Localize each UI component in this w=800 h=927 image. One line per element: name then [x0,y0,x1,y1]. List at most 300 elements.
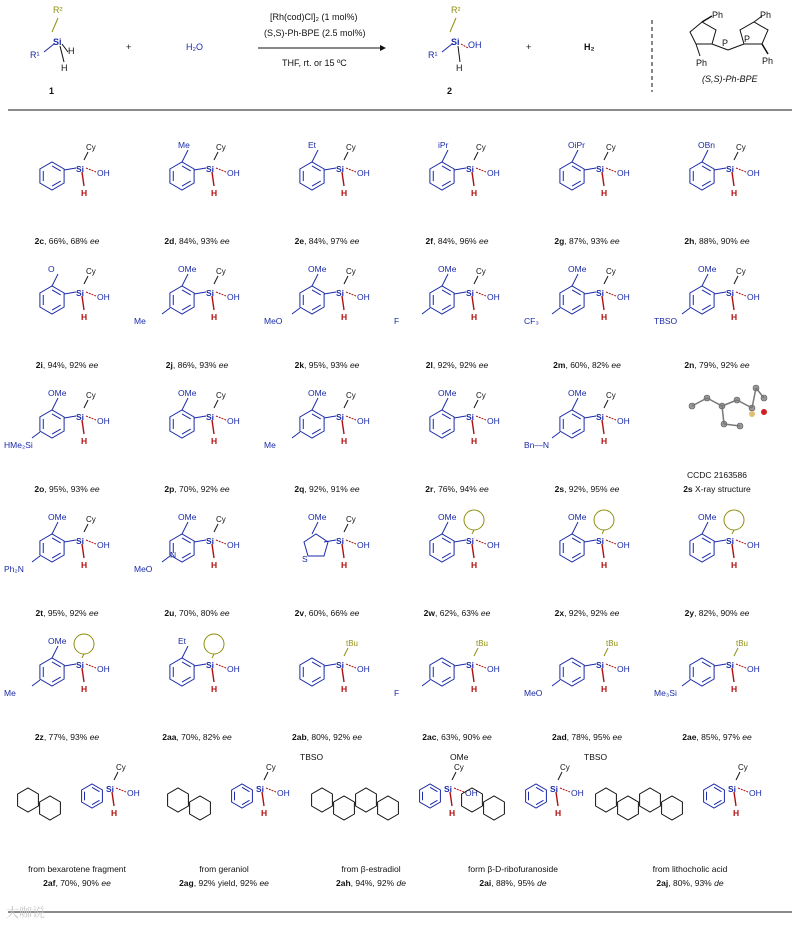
compound-label: 2j, 86%, 93% ee [165,360,229,370]
compound-id: 2n [684,360,695,370]
structure-drawing [2,118,132,218]
si-atom-16: Si [596,412,605,422]
pyridine-n-19: N [170,550,177,560]
structure-drawing [2,738,152,848]
protecting-group-2: TBSO [300,752,324,762]
compound-2l [392,242,522,370]
yield-value: 80% [672,878,690,888]
compound-id: 2y [684,608,695,618]
selectivity-value: 63% [461,608,479,618]
compound-2ai [446,738,584,888]
h-atom-1: H [211,188,218,198]
compound-id: 2c [34,236,45,246]
si-atom-3: Si [466,164,475,174]
compound-2e [262,118,392,246]
compound-2s [522,366,652,494]
compound-2z [2,614,132,742]
compound-2ag [152,738,296,888]
ortho-substituent-13: OMe [178,388,197,398]
plus-sign-2: + [526,42,532,52]
product-r2-label: R² [451,5,461,15]
thiophene-s-20: S [302,554,308,564]
ortho-substituent-9: OMe [438,264,457,274]
ortho-substituent-25: Et [178,636,187,646]
xray-caption: X-ray structure [692,484,751,494]
compound-id: 2ad [552,732,567,742]
compound-label: 2d, 84%, 93% ee [164,236,230,246]
yield-value: 60% [570,360,588,370]
oh-group-12: OH [97,416,110,426]
compound-2j [132,242,262,370]
selectivity-unit: ee [352,732,362,742]
selectivity-unit: ee [220,484,230,494]
compound-2u [132,490,262,618]
yield-value: 66% [48,236,66,246]
r-group-16: Cy [606,391,616,400]
r-group-5: Cy [736,143,746,152]
r-group-2: Cy [346,143,356,152]
oh-group-13: OH [227,416,240,426]
fused-ring [356,788,377,812]
compound-2w [392,490,522,618]
compound-label: 2r, 76%, 94% ee [425,484,489,494]
selectivity-value: 93% [694,878,712,888]
selectivity-value: 97% [722,732,740,742]
selectivity-value: 95% [590,484,608,494]
ring-substituent-10: CF₃ [524,316,539,326]
compound-id: 2f [425,236,434,246]
compound-2c [2,118,132,246]
r-group-20: Cy [346,515,356,524]
compound-label: 2ae, 85%, 97% ee [682,732,752,742]
structure-drawing [2,242,132,342]
compound-2m [522,242,652,370]
cycloalkyl-ring-25 [204,634,224,654]
h-atom-11: H [731,312,738,322]
compound-2h [652,118,782,246]
fused-ring [18,788,39,812]
compound-id: 2j [165,360,173,370]
natural-source: from β-estradiol [341,864,401,874]
yield-value: 88% [699,236,717,246]
natural-source: form β-D-ribofuranoside [468,864,558,874]
compound-label: 2p, 70%, 92% ee [164,484,230,494]
compound-2y [652,490,782,618]
ligand-ph-3: Ph [696,58,708,68]
selectivity-value: 92% [69,360,87,370]
oh-group-20: OH [357,540,370,550]
r2-label: R² [53,5,63,15]
compound-label: 2s, 92%, 95% ee [554,484,620,494]
structure-drawing [262,490,392,590]
si-atom-12: Si [76,412,85,422]
compound-label: 2z, 77%, 93% ee [34,732,100,742]
natural-source: from lithocholic acid [652,864,728,874]
h-atom-20: H [341,560,348,570]
structure-drawing [522,366,652,466]
selectivity-value: 90% [81,878,99,888]
compound-label: 2q, 92%, 91% ee [294,484,360,494]
oh-group-nat3: OH [571,788,584,798]
compound-id: 2d [164,236,175,246]
selectivity-value: 68% [70,236,88,246]
h-atom-nat4: H [733,808,740,818]
selectivity-value: 92% [240,878,258,888]
ortho-substituent-3: iPr [438,140,449,150]
h-atom-7: H [211,312,218,322]
compound-label: 2u, 70%, 80% ee [164,608,230,618]
selectivity-unit: ee [220,236,230,246]
yield-value: 70% [179,608,197,618]
selectivity-value: 92% [720,360,738,370]
structure-drawing [2,366,132,466]
oh-group-4: OH [617,168,630,178]
si-atom-5: Si [726,164,735,174]
protecting-group-4: TBSO [584,752,608,762]
yield-value: 63% [441,732,459,742]
compound-2f [392,118,522,246]
ring-substituent-29: Me₃Si [654,688,677,698]
si-atom-0: Si [76,164,85,174]
si-atom-20: Si [336,536,345,546]
si-atom-27: Si [466,660,475,670]
si-atom-28: Si [596,660,605,670]
h-atom-28: H [601,684,608,694]
si-atom-21: Si [466,536,475,546]
structure-drawing [262,366,392,466]
yield-value: 76% [438,484,456,494]
selectivity-unit: ee [609,484,620,494]
compound-2q [262,366,392,494]
selectivity-value: 82% [591,360,609,370]
fused-ring [168,788,189,812]
h-atom-4: H [601,188,608,198]
yield-value: 92% yield [198,878,236,888]
selectivity-unit: de [396,878,406,888]
structure-drawing [132,242,262,342]
selectivity-value: 93% [590,236,608,246]
h-atom-15: H [471,436,478,446]
structure-drawing [652,242,782,342]
compound-id: 2ab [292,732,307,742]
selectivity-value: 91% [330,484,348,494]
ring-substituent-12: HMe₂Si [4,440,33,450]
ring-substituent-24: Me [4,688,16,698]
ligand-p-2: P [744,34,751,44]
si-atom-nat2: Si [444,784,453,794]
si-atom-15: Si [466,412,475,422]
r-group-11: Cy [736,267,746,276]
selectivity-value: 80% [200,608,218,618]
ortho-substituent-18: OMe [48,512,67,522]
compound-id: 2p [164,484,175,494]
structure-drawing [132,118,262,218]
compound-id: 2e [294,236,305,246]
fused-ring [662,796,683,820]
ring-substituent-18: Ph₂N [4,564,24,574]
r-group-19: Cy [216,515,226,524]
structure-drawing [392,490,522,590]
selectivity-value: 92% [69,608,87,618]
compound-label: 2v, 60%, 66% ee [294,608,360,618]
selectivity-value: 97% [330,236,348,246]
ligand-ph-4: Ph [762,56,774,66]
selectivity-value: 96% [459,236,477,246]
si-atom-11: Si [726,288,735,298]
structure-drawing [652,118,782,218]
plus-sign: + [126,42,132,52]
h-atom-5: H [731,188,738,198]
structure-drawing [392,118,522,218]
compound-label: 2ac, 63%, 90% ee [422,732,492,742]
compound-label: 2ai, 88%, 95% de [479,878,547,888]
h-atom-29: H [731,684,738,694]
reaction-scheme [0,0,800,110]
compound-2ae [652,614,782,742]
compound-id: 2l [425,360,433,370]
compound-2ac [392,614,522,742]
r-group-27: tBu [476,639,489,648]
r-group-14: Cy [346,391,356,400]
fused-ring [40,796,61,820]
selectivity-value: 92% [377,878,395,888]
compound-label: 2m, 60%, 82% ee [553,360,621,370]
structure-drawing [522,242,652,342]
yield-value: 82% [698,608,716,618]
h-label-2: H [61,63,68,73]
selectivity-unit: de [714,878,724,888]
selectivity-value: 95% [593,732,611,742]
compound-label: 2t, 95%, 92% ee [35,608,99,618]
yield-value: 92% [309,484,327,494]
compound-id: 2af [43,878,56,888]
selectivity-unit: ee [482,732,492,742]
yield-value: 84% [437,236,455,246]
yield-value: 86% [177,360,195,370]
compound-label: 2ah, 94%, 92% de [336,878,406,888]
oh-group-nat1: OH [277,788,290,798]
compound-label: 2aa, 70%, 82% ee [162,732,232,742]
oh-group-23: OH [747,540,760,550]
natural-source: from geraniol [199,864,249,874]
r-group-26: tBu [346,639,359,648]
fused-ring [618,796,639,820]
selectivity-value: 66% [330,608,348,618]
compound-2s-xray [652,366,782,494]
r-group-nat1: Cy [266,763,276,772]
compound-id: 2v [294,608,305,618]
oh-group-22: OH [617,540,630,550]
compound-id: 2q [294,484,305,494]
selectivity-unit: ee [349,360,360,370]
selectivity-value: 93% [199,360,217,370]
selectivity-unit: ee [101,878,111,888]
ortho-substituent-24: OMe [48,636,67,646]
conditions-label: THF, rt. or 15 ºC [282,58,347,68]
selectivity-unit: ee [349,236,360,246]
h-atom-0: H [81,188,88,198]
yield-value: 95% [47,608,65,618]
r-group-4: Cy [606,143,616,152]
oh-group-7: OH [227,292,240,302]
yield-value: 94% [47,360,65,370]
si-atom-6: Si [76,288,85,298]
fused-ring [596,788,617,812]
compound-label: 2n, 79%, 92% ee [684,360,750,370]
compound-id: 2ae [682,732,697,742]
watermark: 大咖说 [6,905,46,920]
ortho-substituent-6: O [48,264,55,274]
protecting-group-3: OMe [450,752,469,762]
compound-id: 2ag [179,878,194,888]
compound-id: 2k [294,360,305,370]
fused-ring [640,788,661,812]
yield-value: 85% [701,732,719,742]
compound-2v [262,490,392,618]
structure-drawing [522,118,652,218]
r-group-1: Cy [216,143,226,152]
ortho-substituent-16: OMe [568,388,587,398]
h-label: H [68,46,75,56]
oh-group-11: OH [747,292,760,302]
selectivity-unit: ee [349,608,360,618]
compound-2af [2,738,152,888]
product-r1-label: R¹ [428,50,438,60]
ring-substituent-14: Me [264,440,276,450]
ortho-substituent-14: OMe [308,388,327,398]
h-atom-27: H [471,684,478,694]
fused-ring [312,788,333,812]
compound-label: 2af, 70%, 90% ee [43,878,111,888]
r-group-9: Cy [476,267,486,276]
r-group-nat0: Cy [116,763,126,772]
yield-value: 70% [60,878,78,888]
compound-2aj [580,738,800,888]
ring-substituent-19: MeO [134,564,153,574]
ring-substituent-9: F [394,316,400,326]
ortho-substituent-5: OBn [698,140,716,150]
compound-2d [132,118,262,246]
ortho-substituent-12: OMe [48,388,67,398]
compound-id: 2x [554,608,565,618]
si-atom-25: Si [206,660,215,670]
si-atom-18: Si [76,536,85,546]
compound-2ab [262,614,392,742]
structure-drawing [262,118,392,218]
compound-id: 2s [683,484,693,494]
yield-value: 84% [308,236,326,246]
r-group-nat2: Cy [454,763,464,772]
selectivity-unit: ee [478,236,489,246]
compound-label: 2k, 95%, 93% ee [294,360,360,370]
scheme-bonds [0,0,800,110]
ligand-name: (S,S)-Ph-BPE [702,74,758,84]
r-group-15: Cy [476,391,486,400]
compound-label: 2c, 66%, 68% ee [34,236,100,246]
r-group-nat3: Cy [560,763,570,772]
cycloalkyl-ring-22 [594,510,614,530]
si-label: Si [53,37,62,47]
structure-drawing [522,614,652,714]
structure-drawing [2,490,132,590]
selectivity-unit: ee [89,236,100,246]
compound-label: 2e, 84%, 97% ee [294,236,360,246]
compound-id: 2t [35,608,44,618]
compound-id: 2ai [479,878,492,888]
compound-label: 2ab, 80%, 92% ee [292,732,362,742]
oh-group-6: OH [97,292,110,302]
oh-group-15: OH [487,416,500,426]
si-atom-29: Si [726,660,735,670]
h-atom-nat2: H [449,808,456,818]
oh-group-3: OH [487,168,500,178]
compound-2t [2,490,132,618]
fused-ring [378,796,399,820]
si-atom-19: Si [206,536,215,546]
selectivity-unit: ee [90,484,100,494]
selectivity-unit: ee [89,732,100,742]
ortho-substituent-8: OMe [308,264,327,274]
compound-id: 2z [34,732,44,742]
structure-drawing [392,366,522,466]
structure-drawing [652,366,782,466]
compound-label: 2w, 62%, 63% ee [423,608,491,618]
compound-id: 2r [425,484,434,494]
selectivity-value: 93% [200,236,218,246]
ortho-substituent-19: OMe [178,512,197,522]
ligand-label: (S,S)-Ph-BPE (2.5 mol%) [264,28,366,38]
selectivity-value: 94% [459,484,477,494]
si-atom-26: Si [336,660,345,670]
structure-drawing [652,490,782,590]
si-atom-24: Si [76,660,85,670]
oh-group-24: OH [97,664,110,674]
selectivity-unit: ee [740,236,750,246]
fused-ring [190,796,211,820]
selectivity-unit: ee [350,484,360,494]
h-atom-18: H [81,560,88,570]
si-atom-10: Si [596,288,605,298]
r-group-10: Cy [606,267,616,276]
yield-value: 77% [48,732,66,742]
compound-label: 2i, 94%, 92% ee [35,360,99,370]
compound-label: 2aj, 80%, 93% de [656,878,724,888]
ring-substituent-7: Me [134,316,146,326]
selectivity-value: 90% [720,608,738,618]
oh-group-8: OH [357,292,370,302]
h-atom-12: H [81,436,88,446]
yield-value: 84% [179,236,197,246]
cycloalkyl-ring-21 [464,510,484,530]
ortho-substituent-23: OMe [698,512,717,522]
compound-id: 2ah [336,878,351,888]
yield-value: 92% [568,608,586,618]
ortho-substituent-2: Et [308,140,317,150]
fused-ring [484,796,505,820]
oh-group-19: OH [227,540,240,550]
structure-drawing [392,614,522,714]
compound-label: 2h, 88%, 90% ee [684,236,750,246]
h-atom-14: H [341,436,348,446]
yield-value: 92% [437,360,455,370]
yield-value: 78% [571,732,589,742]
selectivity-value: 82% [202,732,220,742]
structure-drawing [262,242,392,342]
compound-label: 2l, 92%, 92% ee [425,360,489,370]
selectivity-value: 93% [330,360,348,370]
si-atom-nat1: Si [256,784,265,794]
selectivity-unit: ee [220,608,230,618]
